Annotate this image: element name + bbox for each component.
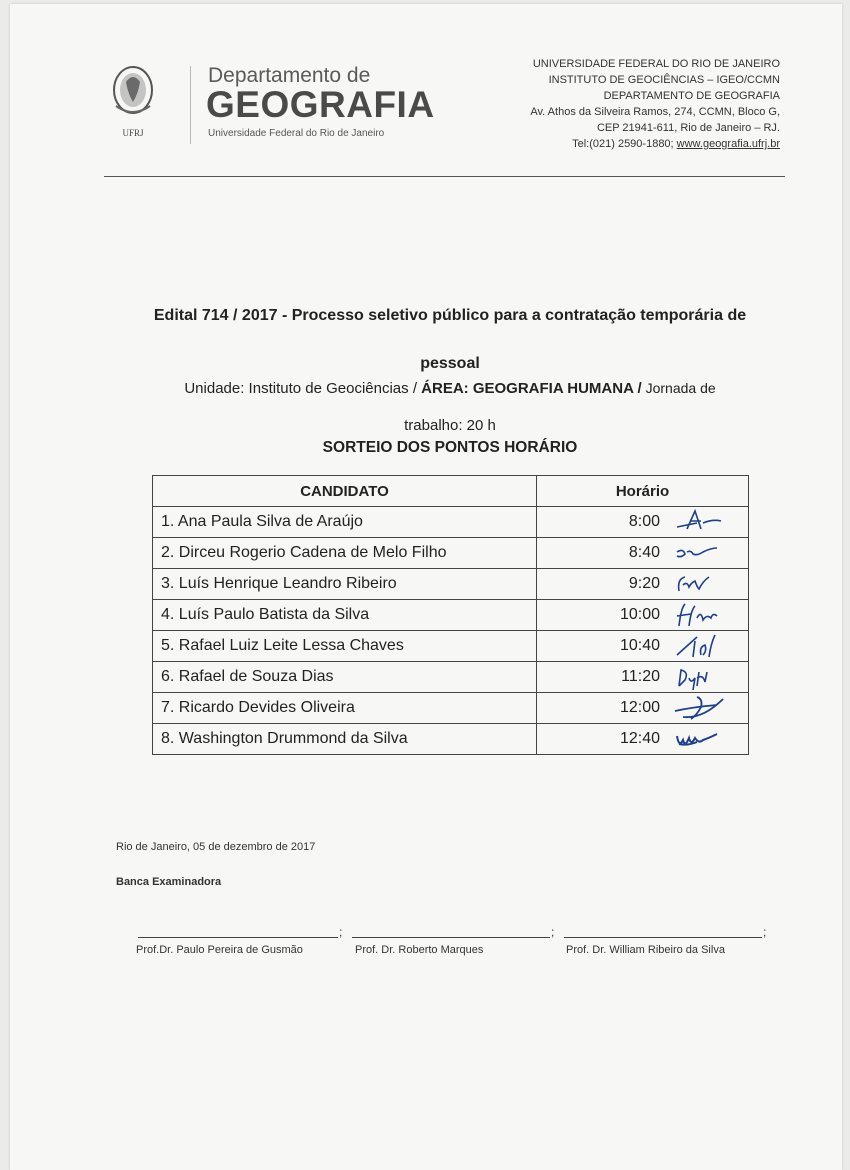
table-row	[153, 600, 749, 631]
unit-line	[110, 370, 790, 407]
journey-part-1: Jornada de	[641, 380, 716, 396]
address-line: Av. Athos da Silveira Ramos, 274, CCMN, Bloco G,	[530, 106, 780, 118]
candidate-name: 5. Rafael Luiz Leite Lessa Chaves	[153, 631, 537, 662]
candidate-name: 6. Rafael de Souza Dias	[153, 662, 537, 693]
contact-line	[420, 136, 780, 152]
svg-text:UFRJ: UFRJ	[122, 128, 144, 138]
title-line-1: Edital 714 / 2017 - Processo seletivo público para a contratação temporária de	[153, 307, 747, 324]
initials-signature-icon	[673, 602, 723, 628]
candidate-name: 8. Washington Drummond da Silva	[153, 724, 537, 755]
unit-info	[110, 370, 790, 444]
initials-signature-icon	[673, 571, 723, 597]
time-cell	[537, 662, 749, 693]
initials-signature-icon	[673, 540, 723, 566]
time-cell	[537, 631, 749, 662]
table-header-row	[153, 476, 749, 507]
telephone: Tel:(021) 2590-1880;	[572, 138, 677, 150]
department-prefix: Departamento de	[208, 64, 371, 87]
separator: ;	[763, 925, 767, 939]
banca-heading: Banca Examinadora	[116, 876, 222, 888]
website-link[interactable]: www.geografia.ufrj.br	[676, 138, 780, 150]
time-cell	[537, 538, 749, 569]
time-cell	[537, 600, 749, 631]
time-cell	[537, 507, 749, 538]
initials-signature-icon	[673, 633, 723, 659]
table-row	[153, 538, 749, 569]
address-line: CEP 21941-611, Rio de Janeiro – RJ.	[596, 122, 780, 134]
header-divider	[190, 66, 191, 144]
candidate-name: 1. Ana Paula Silva de Araújo	[153, 507, 537, 538]
candidate-name: 3. Luís Henrique Leandro Ribeiro	[153, 569, 537, 600]
time-cell	[537, 569, 749, 600]
signatory-name: Prof. Dr. Roberto Marques	[355, 944, 484, 956]
address-line: UNIVERSIDADE FEDERAL DO RIO DE JANEIRO	[532, 58, 780, 70]
signature-line	[352, 937, 550, 938]
ufrj-seal-icon	[108, 62, 158, 142]
time-value: 12:40	[619, 730, 660, 747]
initials-signature-icon	[673, 726, 723, 752]
time-value: 11:20	[621, 668, 660, 685]
time-cell	[537, 693, 749, 724]
signature-line	[564, 937, 762, 938]
time-cell	[537, 724, 749, 755]
department-university: Universidade Federal do Rio de Janeiro	[208, 128, 385, 139]
column-header-time: Horário	[537, 476, 749, 507]
time-value: 10:40	[619, 637, 660, 654]
address-line: DEPARTAMENTO DE GEOGRAFIA	[603, 90, 780, 102]
candidate-name: 2. Dirceu Rogerio Cadena de Melo Filho	[153, 538, 537, 569]
table-row	[153, 662, 749, 693]
initials-signature-icon	[673, 695, 723, 721]
column-header-candidate: CANDIDATO	[153, 476, 537, 507]
address-block	[420, 56, 780, 152]
time-value: 9:20	[628, 575, 660, 592]
time-value: 12:00	[619, 699, 660, 716]
signatory-name: Prof.Dr. Paulo Pereira de Gusmão	[136, 944, 303, 956]
journey-part-2: trabalho: 20 h	[404, 417, 496, 434]
unit-prefix: Unidade: Instituto de Geociências /	[184, 380, 422, 397]
header-rule	[104, 176, 785, 177]
schedule-table	[152, 475, 749, 755]
signatory-name: Prof. Dr. William Ribeiro da Silva	[566, 944, 725, 956]
time-value: 8:00	[628, 513, 660, 530]
initials-signature-icon	[673, 664, 723, 690]
candidate-name: 7. Ricardo Devides Oliveira	[153, 693, 537, 724]
table-row	[153, 507, 749, 538]
table-row	[153, 693, 749, 724]
initials-signature-icon	[673, 509, 723, 535]
signature-line	[138, 937, 338, 938]
table-row	[153, 569, 749, 600]
table-row	[153, 631, 749, 662]
separator: ;	[551, 925, 555, 939]
address-line: INSTITUTO DE GEOCIÊNCIAS – IGEO/CCMN	[548, 74, 780, 86]
time-value: 10:00	[619, 606, 660, 623]
department-name: GEOGRAFIA	[206, 84, 435, 125]
candidate-name: 4. Luís Paulo Batista da Silva	[153, 600, 537, 631]
document-date: Rio de Janeiro, 05 de dezembro de 2017	[116, 841, 316, 853]
separator: ;	[339, 925, 343, 939]
title-line-2: pessoal	[420, 355, 480, 372]
table-row	[153, 724, 749, 755]
time-value: 8:40	[628, 544, 660, 561]
sorteio-heading: SORTEIO DOS PONTOS HORÁRIO	[322, 439, 578, 456]
area-label: ÁREA: GEOGRAFIA HUMANA /	[421, 380, 642, 397]
